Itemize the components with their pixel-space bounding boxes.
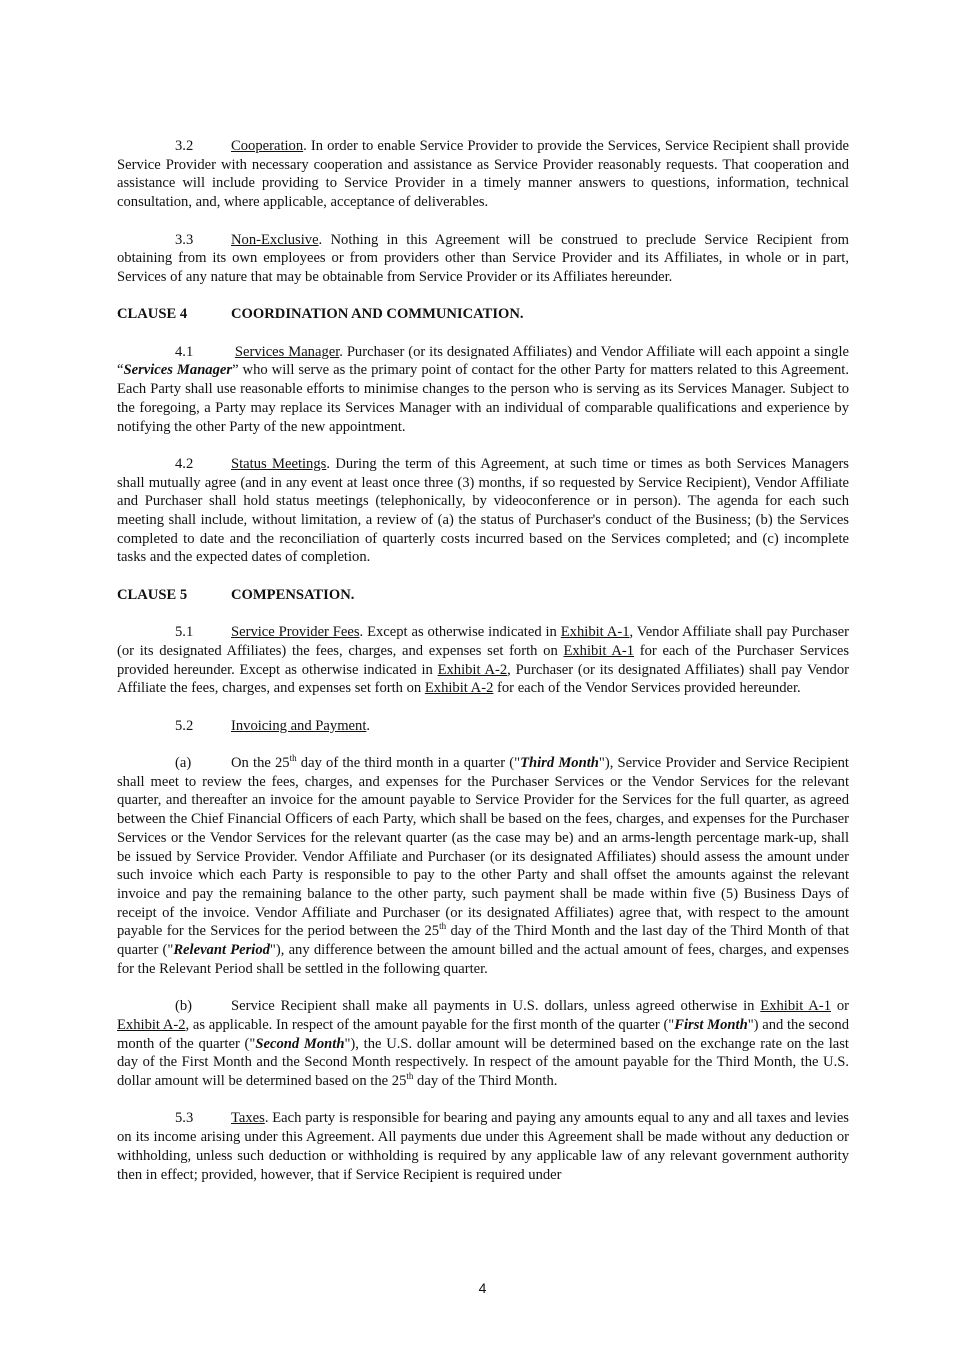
section-text: On the 25 xyxy=(231,755,290,772)
section-text: . During the term of this Agreement, at such time or times as both Services Managers shall mutually agree (and in any event at least once three (3) months, if so requested by Service Recipient), Vendor Affiliate and Purchaser shall hold status meetings (telephonically, by videoconference or in person). The agenda for each such meeting shall include, without limitation, a review of (a) the status of Purchaser's conduct of the Business; (b) the Services completed to date and the reconciliation of quarterly costs incurred based on the Services completed; and (c) incomplete tasks and the expected dates of completion. xyxy=(117,455,849,566)
section-heading: Taxes xyxy=(231,1110,265,1127)
section-text: "), any difference between the amount billed and the actual amount of fees, charges, and expenses for the Relevant Period shall be settled in the following quarter. xyxy=(117,942,849,977)
section-heading: Status Meetings xyxy=(231,455,327,472)
exhibit-reference: Exhibit A-1 xyxy=(563,642,635,659)
defined-term: Second Month xyxy=(255,1035,345,1052)
section-text: , as applicable. In respect of the amount payable for the first month of the quarter (" xyxy=(185,1016,675,1033)
clause-number: CLAUSE 5 xyxy=(117,586,188,603)
clause-title: COORDINATION AND COMMUNICATION. xyxy=(231,306,524,323)
section-text: , Purchaser (or its designated Affiliates) shall pay Vendor Affiliate the fees, charges, and expenses set forth on xyxy=(117,661,849,697)
defined-term: Relevant Period xyxy=(173,942,270,959)
section-text: Service Recipient shall make all payments in U.S. dollars, unless agreed otherwise in xyxy=(231,998,761,1015)
superscript: th xyxy=(289,753,297,764)
clause-title: COMPENSATION. xyxy=(231,586,355,603)
section-5-1 xyxy=(117,623,849,698)
section-text: "), the U.S. dollar amount will be determined based on the exchange rate on the last day of the First Month and the Second Month respectively. In respect of the amount payable for the Third Month, the U.S. dollar amount will be determined based on the 25 xyxy=(117,1035,849,1090)
exhibit-reference: Exhibit A-1 xyxy=(560,624,630,641)
section-text: . Except as otherwise indicated in xyxy=(359,624,561,641)
section-5-3 xyxy=(117,1109,849,1184)
section-text: for each of the Purchaser Services provided hereunder. Except as otherwise indicated in xyxy=(117,642,850,678)
section-text: . xyxy=(366,717,371,734)
section-text: . Each party is responsible for bearing and paying any amounts equal to any and all taxes and levies on its income arising under this Agreement. All payments due under this Agreement shall be made without any deduction or withholding, unless such deduction or withholding is required by any applicable law of any relevant government authority then in effect; provided, however, that if Service Recipient is required under xyxy=(117,1110,849,1183)
section-number: 3.2 xyxy=(175,138,194,154)
document-body xyxy=(117,137,849,1203)
section-text: ” who will serve as the primary point of contact for the other Party for matters related to this Agreement. Each Party shall use reasonable efforts to minimise changes to the person who is serving as its Services Manager. Subject to the foregoing, a Party may replace its Services Manager with an individual of comparable qualifications and experience by notifying the other Party of the new appointment. xyxy=(117,362,849,435)
exhibit-reference: Exhibit A-2 xyxy=(117,1016,186,1033)
section-heading: Invoicing and Payment xyxy=(231,717,367,734)
section-text: for each of the Vendor Services provided hereunder. xyxy=(493,680,801,697)
exhibit-reference: Exhibit A-1 xyxy=(760,998,831,1015)
section-number: 3.3 xyxy=(175,231,194,248)
defined-term: Third Month xyxy=(520,755,599,772)
section-text: day of the Third Month. xyxy=(413,1073,558,1090)
section-number: 5.3 xyxy=(175,1110,194,1127)
subsection-number: (b) xyxy=(175,998,193,1015)
page-number: 4 xyxy=(478,1280,487,1296)
section-text: or xyxy=(831,998,849,1015)
section-4-1 xyxy=(117,343,849,437)
defined-term: Services Manager xyxy=(123,362,233,379)
section-text: ") and the second month of the quarter (" xyxy=(117,1016,850,1052)
defined-term: First Month xyxy=(674,1016,748,1033)
section-text: . In order to enable Service Provider to provide the Services, Service Recipient shall provide Service Provider with necessary cooperation and assistance as Service Provider reasonably requests. That cooperation and assistance will include providing to Service Provider in a timely manner answers to questions, information, technical consultation, and, where applicable, acceptance of deliverables. xyxy=(117,138,849,211)
section-3-3 xyxy=(117,231,849,287)
section-number: 4.2 xyxy=(175,455,194,472)
section-text: day of the third month in a quarter (" xyxy=(296,755,521,772)
exhibit-reference: Exhibit A-2 xyxy=(424,680,494,697)
clause-4-heading xyxy=(117,305,849,324)
section-3-2 xyxy=(117,137,849,212)
section-5-2-b xyxy=(117,997,849,1091)
section-5-2-a xyxy=(117,754,849,978)
section-text: . Purchaser (or its designated Affiliates) and Vendor Affiliate will each appoint a single “ xyxy=(117,343,849,379)
section-4-2 xyxy=(117,455,849,567)
superscript: th xyxy=(439,921,447,932)
section-text: , Vendor Affiliate shall pay Purchaser (or its designated Affiliates) the fees, charges, and expenses set forth on xyxy=(117,624,849,659)
section-5-2 xyxy=(117,717,849,736)
section-text: day of the Third Month and the last day of the Third Month of that quarter (" xyxy=(117,923,849,959)
section-heading: Services Manager xyxy=(234,343,340,360)
section-heading: Service Provider Fees xyxy=(231,624,360,641)
section-number: 5.1 xyxy=(175,624,194,641)
section-number: 4.1 xyxy=(175,343,194,360)
section-heading: Cooperation xyxy=(231,138,304,154)
clause-number: CLAUSE 4 xyxy=(117,306,188,323)
section-number: 5.2 xyxy=(175,717,194,734)
section-text: . Nothing in this Agreement will be construed to preclude Service Recipient from obtaining from its own employees or from providers other than Service Provider and its Affiliates, in whole or in part, Services of any nature that may be obtainable from Service Provider or its Affiliates hereunder. xyxy=(117,231,849,285)
section-heading: Non-Exclusive xyxy=(231,231,319,248)
superscript: th xyxy=(406,1071,414,1082)
section-text: "), Service Provider and Service Recipient shall meet to review the fees, charges, and expenses for the Purchaser Services or the Vendor Services for the relevant quarter, and thereafter an invoice for the amount payable to Service Provider for the Services for the full quarter, as agreed between the Chief Financial Officers of each Party, which shall be based on the fees, charges, and expenses for the Purchaser Services or the Vendor Services for the relevant quarter (as the case may be) and an arms-length percentage mark-up, shall be issued by Service Provider. Vendor Affiliate and Purchaser (or its designated Affiliates) should assess the amount under such invoice which each Party is responsible to pay to the other Party and shall offset the amounts against the relevant invoice and pay the remaining balance to the other party, such payment shall be made within five (5) Business Days of receipt of the invoice. Vendor Affiliate and Purchaser (or its designated Affiliates) agree that, with respect to the amount payable for the Services for the period between the 25 xyxy=(117,755,849,940)
exhibit-reference: Exhibit A-2 xyxy=(437,661,508,678)
clause-5-heading xyxy=(117,586,849,605)
subsection-number: (a) xyxy=(175,755,192,772)
